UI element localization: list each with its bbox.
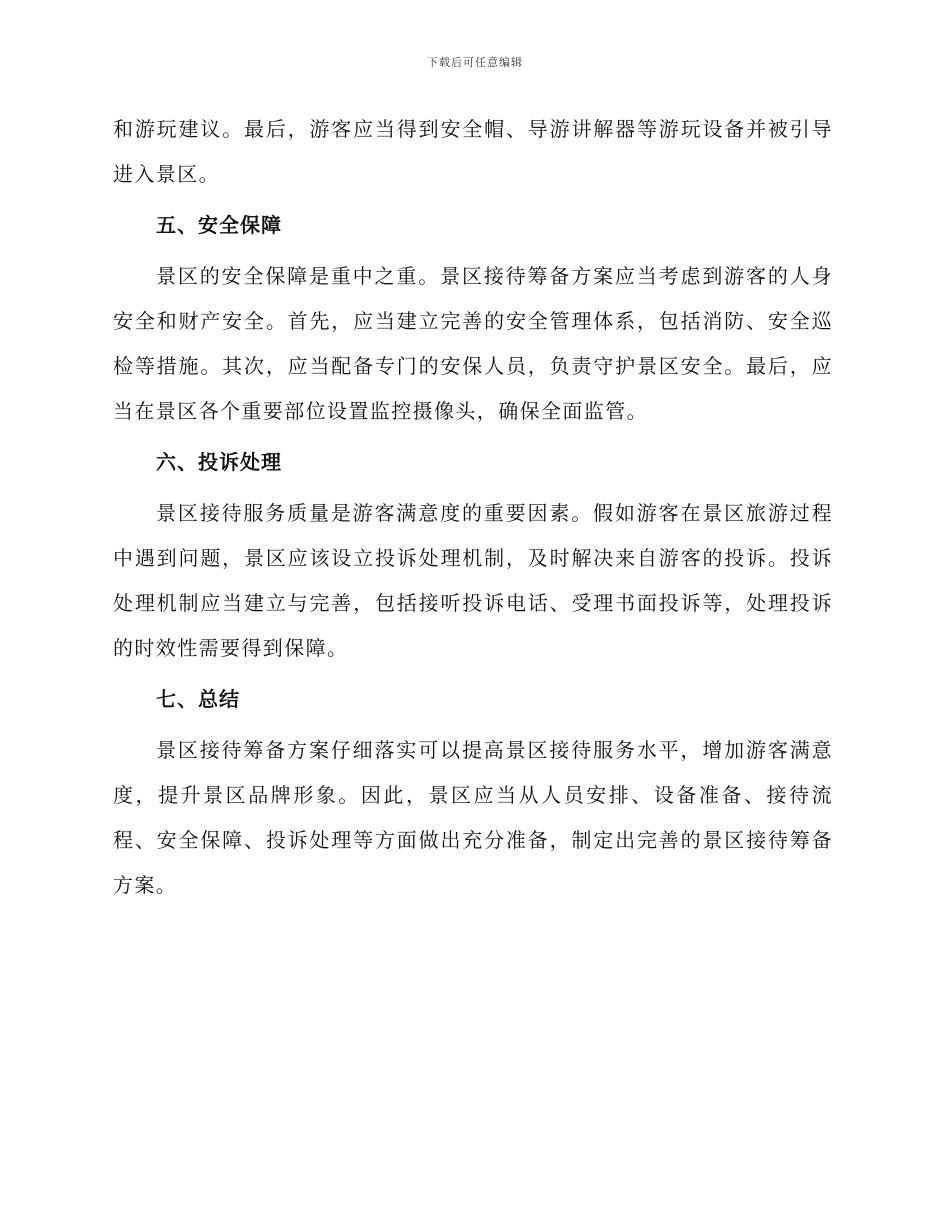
section-heading-safety: 五、安全保障 — [156, 213, 282, 237]
document-body — [113, 107, 833, 908]
section-paragraph-summary: 景区接待筹备方案仔细落实可以提高景区接待服务水平，增加游客满意度，提升景区品牌形象。因此，景区应当从人员安排、设备准备、接待流程、安全保障、投诉处理等方面做出充分准备，制定出完善的景区接待筹备方案。 — [113, 738, 833, 897]
section-complaints — [113, 445, 833, 671]
intro-paragraph: 和游玩建议。最后，游客应当得到安全帽、导游讲解器等游玩设备并被引导进入景区。 — [113, 117, 833, 186]
section-summary — [113, 682, 833, 908]
page-header-note: 下载后可任意编辑 — [427, 56, 523, 69]
section-heading-summary: 七、总结 — [156, 687, 240, 711]
section-safety — [113, 208, 833, 434]
section-paragraph-complaints: 景区接待服务质量是游客满意度的重要因素。假如游客在景区旅游过程中遇到问题，景区应该设立投诉处理机制，及时解决来自游客的投诉。投诉处理机制应当建立与完善，包括接听投诉电话、受理书面投诉等，处理投诉的时效性需要得到保障。 — [113, 501, 833, 660]
section-heading-complaints: 六、投诉处理 — [156, 450, 282, 474]
section-paragraph-safety: 景区的安全保障是重中之重。景区接待筹备方案应当考虑到游客的人身安全和财产安全。首先，应当建立完善的安全管理体系，包括消防、安全巡检等措施。其次，应当配备专门的安保人员，负责守护景区安全。最后，应当在景区各个重要部位设置监控摄像头，确保全面监管。 — [113, 264, 833, 423]
